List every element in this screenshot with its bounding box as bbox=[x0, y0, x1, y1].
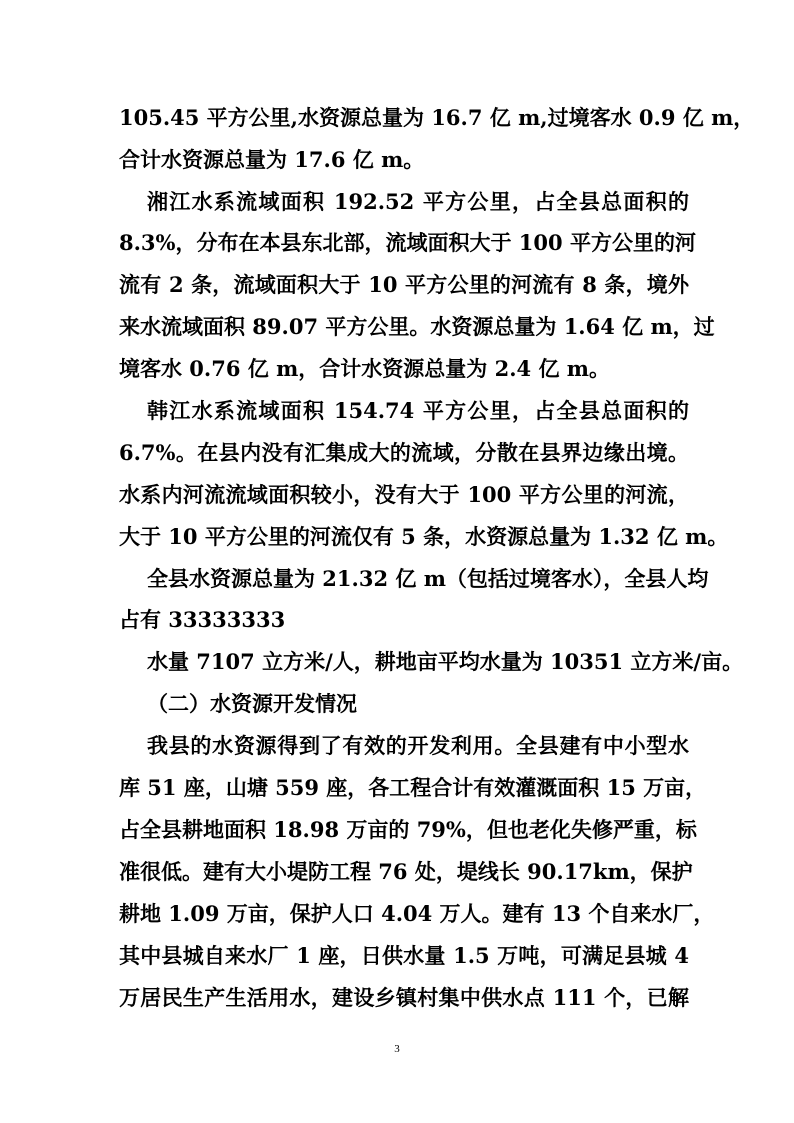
text-line-13: 占有 33333333 bbox=[119, 607, 286, 632]
text-line-10: 水系内河流流域面积较小，没有大于 100 平方公里的河流， bbox=[119, 482, 689, 507]
text-line-20: 耕地 1.09 万亩，保护人口 4.04 万人。建有 13 个自来水厂， bbox=[119, 901, 715, 926]
text-line-22: 万居民生产生活用水，建设乡镇村集中供水点 111 个，已解 bbox=[119, 985, 689, 1010]
text-line-9: 6.7%。在县内没有汇集成大的流域，分散在县界边缘出境。 bbox=[119, 440, 689, 465]
text-line-7: 境客水 0.76 亿 m，合计水资源总量为 2.4 亿 m。 bbox=[119, 356, 610, 381]
text-line-2: 合计水资源总量为 17.6 亿 m。 bbox=[119, 147, 425, 172]
text-line-16: 我县的水资源得到了有效的开发利用。全县建有中小型水 bbox=[147, 733, 689, 758]
text-line-19: 准很低。建有大小堤防工程 76 处，堤线长 90.17km，保护 bbox=[119, 859, 693, 884]
section-heading: （二）水资源开发情况 bbox=[147, 691, 357, 716]
text-line-4: 8.3%，分布在本县东北部，流域面积大于 100 平方公里的河 bbox=[119, 230, 696, 255]
text-line-8: 韩江水系流域面积 154.74 平方公里，占全县总面积的 bbox=[147, 398, 689, 423]
text-line-1: 105.45 平方公里,水资源总量为 16.7 亿 m,过境客水 0.9 亿 m， bbox=[119, 105, 755, 130]
text-line-18: 占全县耕地面积 18.98 万亩的 79%，但也老化失修严重，标 bbox=[119, 817, 697, 842]
text-line-17: 库 51 座，山塘 559 座，各工程合计有效灌溉面积 15 万亩， bbox=[119, 775, 707, 800]
text-line-21: 其中县城自来水厂 1 座，日供水量 1.5 万吨，可满足县城 4 bbox=[119, 943, 689, 968]
text-line-14: 水量 7107 立方米/人，耕地亩平均水量为 10351 立方米/亩。 bbox=[147, 649, 744, 674]
page-number: 3 bbox=[394, 1043, 400, 1055]
text-line-6: 来水流域面积 89.07 平方公里。水资源总量为 1.64 亿 m，过 bbox=[119, 314, 715, 339]
text-line-3: 湘江水系流域面积 192.52 平方公里，占全县总面积的 bbox=[147, 189, 689, 214]
text-line-11: 大于 10 平方公里的河流仅有 5 条，水资源总量为 1.32 亿 m。 bbox=[119, 524, 729, 549]
text-line-12: 全县水资源总量为 21.32 亿 m（包括过境客水），全县人均 bbox=[147, 566, 709, 591]
text-line-5: 流有 2 条，流域面积大于 10 平方公里的河流有 8 条，境外 bbox=[119, 272, 689, 297]
